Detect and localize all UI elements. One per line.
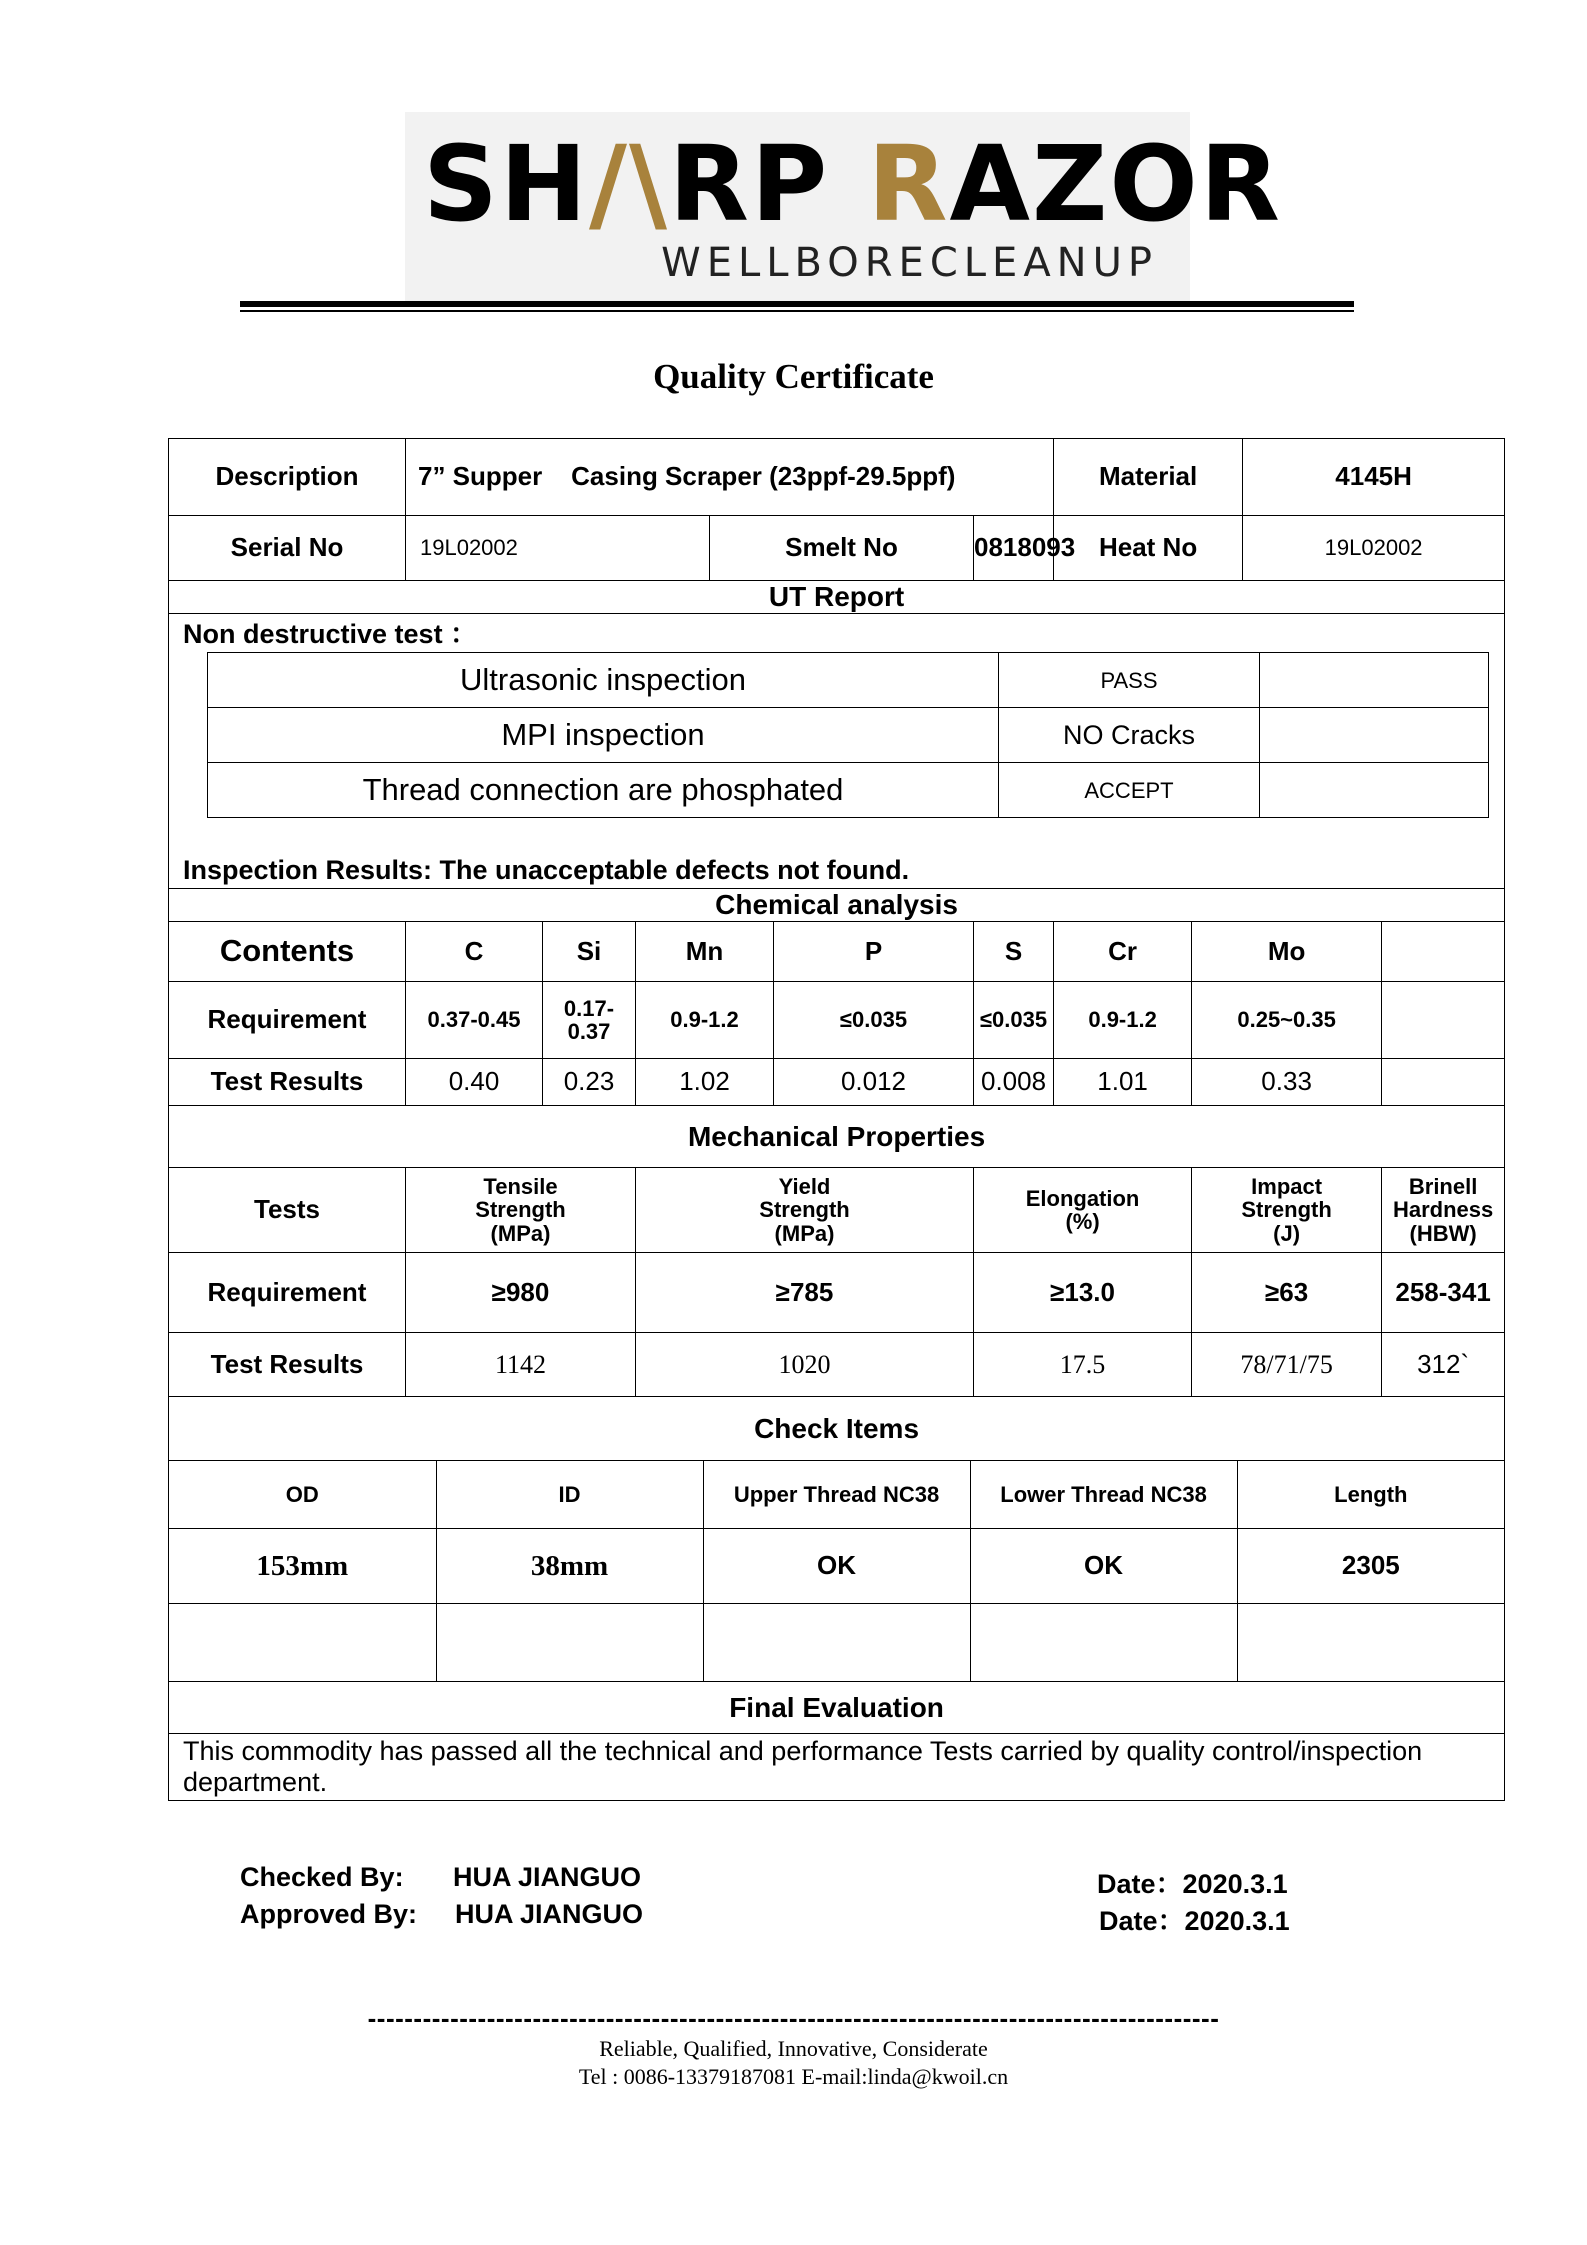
element-c: C (406, 922, 543, 982)
mech-res-brinell: 312` (1382, 1333, 1505, 1397)
check-header-row (169, 1461, 1505, 1529)
chem-results-label: Test Results (169, 1059, 406, 1106)
chem-res-p: 0.012 (774, 1059, 974, 1106)
certificate-table (168, 438, 1505, 1801)
ndt-row (208, 763, 1489, 818)
chem-req-cr: 0.9-1.2 (1054, 982, 1192, 1059)
mech-res-impact: 78/71/75 (1192, 1333, 1382, 1397)
mech-head-tensile: Tensile Strength (MPa) (406, 1168, 636, 1253)
element-cr: Cr (1054, 922, 1192, 982)
chem-req-si: 0.17-0.37 (543, 982, 636, 1059)
check-head-length: Length (1334, 1481, 1408, 1507)
mechanical-title: Mechanical Properties (169, 1106, 1505, 1168)
check-head-id: ID (436, 1461, 703, 1528)
contents-label: Contents (169, 922, 406, 982)
mech-req-tensile: ≥980 (406, 1253, 636, 1333)
chem-res-mn: 1.02 (636, 1059, 774, 1106)
check-val-length: 2305 (1341, 1550, 1400, 1581)
footer-contact: Tel : 0086-13379187081 E-mail:linda@kwoil.cn (578, 2064, 1009, 2089)
ndt-blank (1260, 708, 1489, 763)
mech-head-yield: Yield Strength (MPa) (636, 1168, 974, 1253)
ndt-item: Thread connection are phosphated (208, 763, 999, 818)
final-evaluation-text: This commodity has passed all the technical and performance Tests carried by quality control/inspection department. (169, 1734, 1505, 1801)
footer-slogan: Reliable, Qualified, Innovative, Considerate (599, 2036, 988, 2061)
checked-by-name: HUA JIANGUO (453, 1862, 642, 1892)
check-blank-cell (1237, 1604, 1504, 1681)
mech-requirement-label: Requirement (169, 1253, 406, 1333)
inspection-results: Inspection Results: The unacceptable defects not found. (183, 855, 910, 886)
mech-req-yield: ≥785 (636, 1253, 974, 1333)
element-s: S (974, 922, 1054, 982)
ndt-row (208, 708, 1489, 763)
smelt-value: 0818093 (974, 516, 1054, 581)
mech-head-impact: Impact Strength (J) (1192, 1168, 1382, 1253)
mech-res-yield: 1020 (636, 1333, 974, 1397)
checked-date: Date：2020.3.1 (1097, 1869, 1288, 1899)
chem-requirement-label: Requirement (169, 982, 406, 1059)
mechanical-requirement-row (169, 1253, 1505, 1333)
mech-head-elongation: Elongation (%) (974, 1168, 1192, 1253)
serial-label: Serial No (169, 516, 406, 581)
ndt-result: PASS (999, 653, 1260, 708)
ndt-blank (1260, 763, 1489, 818)
ndt-item: MPI inspection (208, 708, 999, 763)
check-head-upper-thread: Upper Thread NC38 (703, 1461, 970, 1528)
ndt-label: Non destructive test ： (183, 619, 478, 649)
check-val-upper-thread: OK (703, 1529, 970, 1603)
approved-by-name: HUA JIANGUO (455, 1899, 644, 1929)
check-blank-row (169, 1604, 1505, 1682)
description-value: 7” Supper Casing Scraper (23ppf-29.5ppf) (406, 439, 1054, 516)
ndt-blank (1260, 653, 1489, 708)
check-values-row (169, 1529, 1505, 1604)
material-label: Material (1054, 439, 1243, 516)
chem-req-mo: 0.25~0.35 (1192, 982, 1382, 1059)
check-blank-cell (703, 1604, 970, 1681)
approved-by-label: Approved By: (240, 1899, 418, 1929)
page-title: Quality Certificate (653, 357, 934, 396)
mechanical-results-row (169, 1333, 1505, 1397)
chem-req-c: 0.37-0.45 (406, 982, 543, 1059)
element-mo: Mo (1192, 922, 1382, 982)
element-mn: Mn (636, 922, 774, 982)
logo-tagline: WELLBORECLEANUP (661, 240, 1158, 286)
ndt-item: Ultrasonic inspection (208, 653, 999, 708)
check-blank-cell (970, 1604, 1237, 1681)
chem-res-cr: 1.01 (1054, 1059, 1192, 1106)
material-value: 4145H (1243, 439, 1505, 516)
chem-req-s: ≤0.035 (974, 982, 1054, 1059)
heat-value: 19L02002 (1243, 516, 1505, 581)
header-rule-thick (240, 301, 1354, 307)
company-logo (405, 112, 1282, 302)
check-head-lower-thread: Lower Thread NC38 (970, 1461, 1237, 1528)
chem-res-s: 0.008 (974, 1059, 1054, 1106)
check-items-table (169, 1461, 1504, 1528)
mech-req-elongation: ≥13.0 (974, 1253, 1192, 1333)
approved-date: Date：2020.3.1 (1099, 1906, 1290, 1936)
chem-res-c: 0.40 (406, 1059, 543, 1106)
ut-report-body (169, 614, 1505, 889)
check-items-title: Check Items (169, 1397, 1505, 1461)
header-rule-thin (240, 310, 1354, 312)
element-blank (1382, 922, 1505, 982)
chemical-results-row (169, 1059, 1505, 1106)
check-blank-cell (436, 1604, 703, 1681)
check-val-od: 153mm (169, 1529, 436, 1603)
mech-res-tensile: 1142 (406, 1333, 636, 1397)
chemical-title: Chemical analysis (169, 889, 1505, 922)
chemical-elements-row (169, 922, 1505, 982)
chem-res-blank (1382, 1059, 1505, 1106)
ndt-row (208, 653, 1489, 708)
heat-label: Heat No (1054, 516, 1243, 581)
tests-label: Tests (169, 1168, 406, 1253)
chem-req-mn: 0.9-1.2 (636, 982, 774, 1059)
mech-results-label: Test Results (169, 1333, 406, 1397)
element-p: P (774, 922, 974, 982)
chem-res-si: 0.23 (543, 1059, 636, 1106)
check-head-od: OD (169, 1461, 436, 1528)
checked-by-label: Checked By: (240, 1862, 404, 1892)
mech-head-brinell: Brinell Hardness (HBW) (1382, 1168, 1505, 1253)
chemical-requirement-row (169, 982, 1505, 1059)
mech-res-elongation: 17.5 (974, 1333, 1192, 1397)
logo-brand-text: SH/\RP RAZOR (423, 123, 1282, 245)
mechanical-header-row (169, 1168, 1505, 1253)
chem-req-p: ≤0.035 (774, 982, 974, 1059)
check-blank-cell (169, 1604, 436, 1681)
smelt-label: Smelt No (710, 516, 974, 581)
check-val-lower-thread: OK (970, 1529, 1237, 1603)
ndt-result: NO Cracks (999, 708, 1260, 763)
chem-res-mo: 0.33 (1192, 1059, 1382, 1106)
final-evaluation-title: Final Evaluation (169, 1682, 1505, 1734)
footer-divider: --------------------------------------------------------------------------------------------- (367, 2003, 1220, 2033)
serial-value: 19L02002 (406, 516, 710, 581)
check-val-id: 38mm (436, 1529, 703, 1603)
ut-report-title: UT Report (169, 581, 1505, 614)
chem-req-blank (1382, 982, 1505, 1059)
mech-req-brinell: 258-341 (1382, 1253, 1505, 1333)
ndt-result: ACCEPT (999, 763, 1260, 818)
mech-req-impact: ≥63 (1192, 1253, 1382, 1333)
description-label: Description (169, 439, 406, 516)
ndt-table (207, 652, 1489, 818)
element-si: Si (543, 922, 636, 982)
